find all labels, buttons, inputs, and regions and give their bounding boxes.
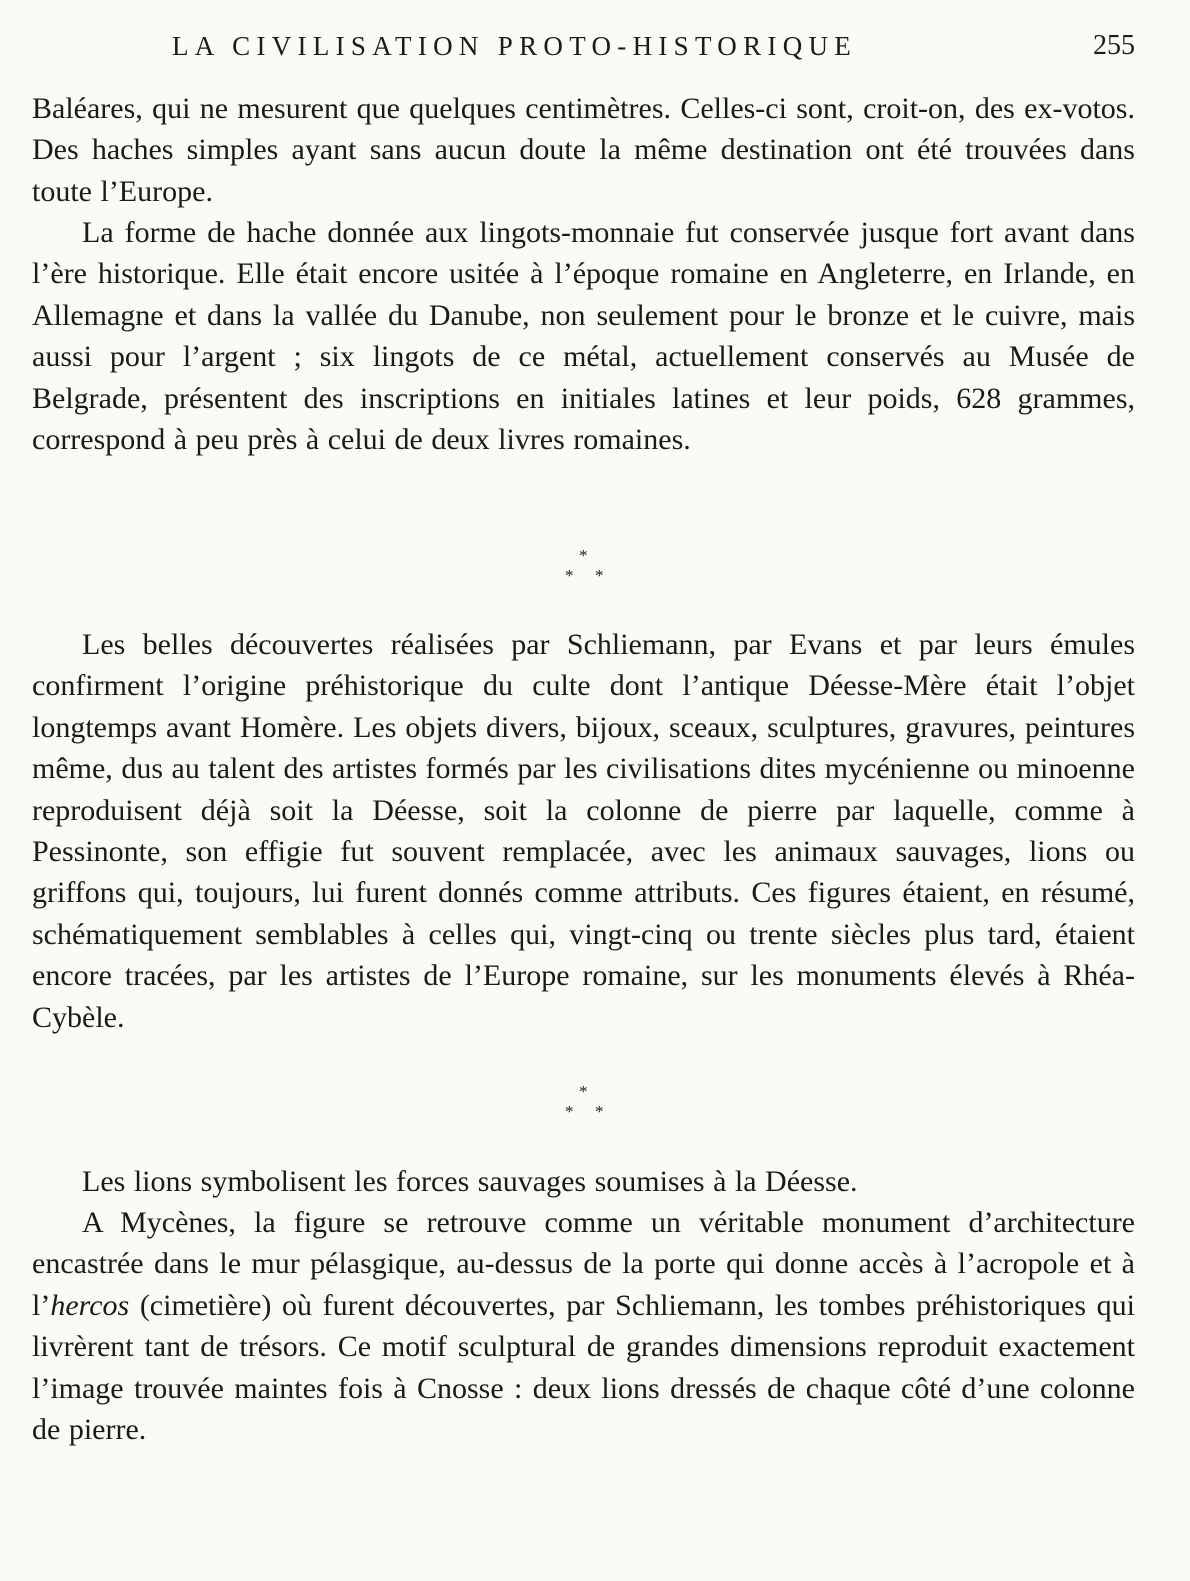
asterism-star: *	[565, 566, 574, 585]
asterism-star: *	[595, 566, 604, 585]
italic-term: hercos	[50, 1288, 130, 1322]
paragraph-lions: Les lions symbolisent les forces sauvages soumises à la Déesse.	[82, 1165, 858, 1198]
asterism-star: *	[595, 1102, 604, 1121]
page-number: 255	[1093, 30, 1135, 61]
paragraph-continuation: Baléares, qui ne mesurent que quelques centimètres. Celles-ci sont, croit-on, des ex-votos. Des haches simples ayant sans aucun doute la même destination ont été trouvées dans toute l’Europe.	[32, 92, 1135, 208]
asterism-divider	[555, 547, 615, 587]
asterism-star: *	[565, 1102, 574, 1121]
asterism-divider	[555, 1083, 615, 1123]
paragraph-text: (cimetière) où furent découvertes, par Schliemann, les tombes préhistoriques qui livrèrent tant de trésors. Ce motif sculptural de grandes dimensions reproduit exactement l’image trouvée maintes fois à Cnosse : deux lions dressés de chaque côté d’une colonne de pierre.	[32, 1288, 1135, 1447]
paragraph-mother-goddess: Les belles découvertes réalisées par Schliemann, par Evans et par leurs émules confirment l’origine préhistorique du culte dont l’antique Déesse-Mère était l’objet longtemps avant Homère. Les objets divers, bijoux, sceaux, sculptures, gravures, peintures même, dus au talent des artistes formés par les civilisations dites mycénienne ou minoenne reproduisent déjà soit la Déesse, soit la colonne de pierre par laquelle, comme à Pessinonte, son effigie fut souvent remplacée, avec les animaux sauvages, lions ou griffons qui, toujours, lui furent donnés comme attributs. Ces figures étaient, en résumé, schématiquement semblables à celles qui, vingt-cinq ou trente siècles plus tard, étaient encore tracées, par les artistes de l’Europe romaine, sur les monuments élevés à Rhéa-Cybèle.	[32, 628, 1135, 1034]
paragraph-axe-ingots: La forme de hache donnée aux lingots-monnaie fut conservée jusque fort avant dans l’ère historique. Elle était encore usitée à l’époque romaine en Angleterre, en Irlande, en Allemagne et dans la vallée du Danube, non seulement pour le bronze et le cuivre, mais aussi pour l’argent ; six lingots de ce métal, actuellement conservés au Musée de Belgrade, présentent des inscriptions en initiales latines et leur poids, 628 grammes, correspond à peu près à celui de deux livres romaines.	[32, 216, 1135, 457]
asterism-star: *	[579, 546, 588, 565]
running-title: LA CIVILISATION PROTO-HISTORIQUE	[172, 31, 858, 61]
paragraph-mycenae	[32, 1202, 1135, 1450]
asterism-star: *	[579, 1082, 588, 1101]
paragraph-text: A Mycènes, la figure se retrouve comme un véritable monument d’architecture encastrée dans le mur pélasgique, au-dessus de la porte qui donne accès à l’acropole et à l’	[32, 1206, 1135, 1322]
running-head	[32, 26, 1135, 66]
